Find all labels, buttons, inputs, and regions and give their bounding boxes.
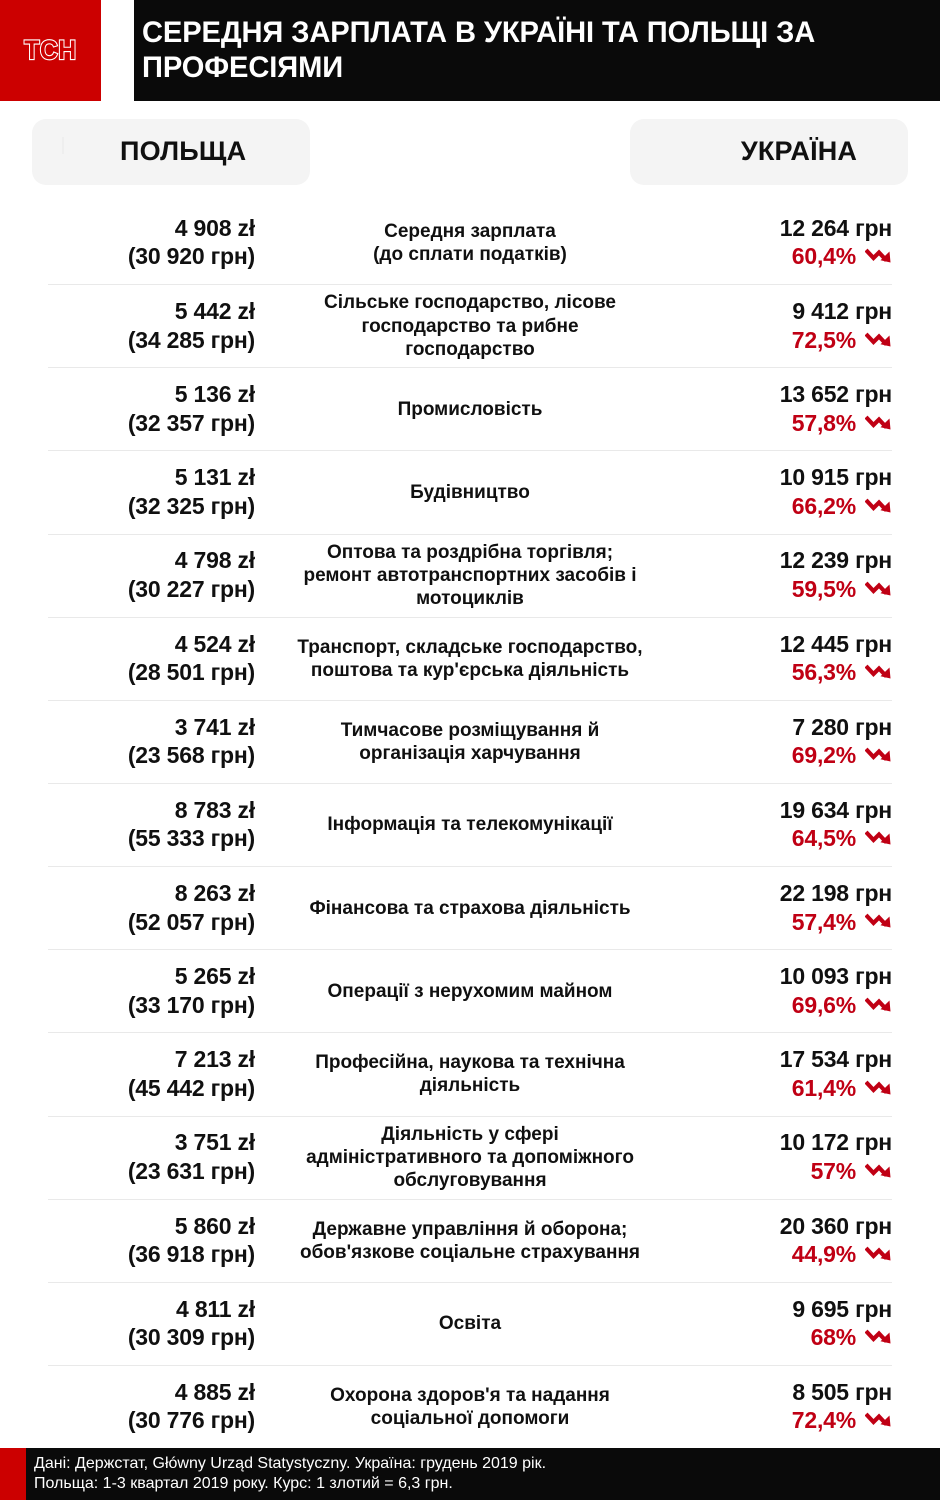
table-row: [48, 949, 892, 1032]
category-label: Будівництво: [410, 481, 530, 503]
ukraine-salary-uah: 13 652 грн: [779, 381, 892, 408]
ukraine-salary-cell: [677, 963, 892, 1019]
title-gap-spacer: [101, 0, 134, 101]
poland-salary-pln: 5 860 zł: [174, 1212, 255, 1239]
category-label: Освіта: [438, 1313, 502, 1335]
title-bar: [134, 0, 940, 101]
ukraine-salary-uah: 12 264 грн: [779, 214, 892, 241]
trend-down-arrow-icon: [865, 247, 892, 266]
table-row: [48, 367, 892, 450]
poland-salary-cell: [48, 714, 263, 770]
category-cell: [263, 1312, 677, 1335]
trend-down-arrow-icon: [865, 414, 892, 433]
poland-salary-pln: 4 811 zł: [176, 1295, 255, 1322]
trend-down-arrow-icon: [865, 746, 892, 765]
poland-salary-uah: (30 920 грн): [127, 243, 255, 270]
category-cell: [263, 719, 677, 765]
poland-salary-uah: (32 325 грн): [127, 492, 255, 519]
poland-salary-uah: (30 227 грн): [127, 576, 255, 603]
country-pill-ukraine: [630, 119, 908, 185]
ukraine-salary-cell: [677, 1046, 892, 1102]
ukraine-salary-cell: [677, 1296, 892, 1352]
category-label: Сільське господарство, лісове: [324, 292, 616, 314]
category-cell: [263, 980, 677, 1003]
gap-percent-value: 72,5%: [791, 326, 856, 353]
ukraine-salary-uah: 9 695 грн: [792, 1295, 892, 1322]
ukraine-salary-uah: 12 239 грн: [779, 547, 892, 574]
trend-down-arrow-icon: [865, 829, 892, 848]
gap-percent-line: [685, 409, 892, 438]
category-cell: [263, 220, 677, 266]
footer-accent-strip: [0, 1448, 26, 1500]
ukraine-salary-uah: 22 198 грн: [779, 880, 892, 907]
gap-percent-line: [685, 242, 892, 271]
footer-line-2: Польща: 1-3 квартал 2019 року. Курс: 1 злотий = 6,3 грн.: [34, 1475, 453, 1492]
poland-salary-cell: [48, 381, 263, 437]
category-label: Професійна, наукова та технічна: [315, 1052, 625, 1074]
ukraine-salary-cell: [677, 298, 892, 354]
top-bar: [0, 0, 940, 101]
poland-salary-uah: (23 568 грн): [127, 742, 255, 769]
table-row: [48, 866, 892, 949]
table-row: [48, 1365, 892, 1448]
category-label: Середня зарплата: [384, 220, 556, 242]
poland-salary-cell: [48, 1046, 263, 1102]
trend-down-arrow-icon: [865, 1079, 892, 1098]
poland-salary-cell: [48, 880, 263, 936]
ukraine-salary-cell: [677, 714, 892, 770]
trend-down-arrow-icon: [865, 1411, 892, 1430]
trend-down-arrow-icon: [865, 912, 892, 931]
table-row: [48, 534, 892, 617]
ukraine-salary-cell: [677, 215, 892, 271]
gap-percent-value: 64,5%: [791, 825, 856, 852]
poland-salary-uah: (30 776 грн): [127, 1407, 255, 1434]
ukraine-salary-uah: 7 280 грн: [792, 713, 892, 740]
gap-percent-line: [685, 991, 892, 1020]
table-row: [48, 202, 892, 284]
category-label: Державне управління й оборона;: [312, 1218, 628, 1240]
ukraine-salary-cell: [677, 631, 892, 687]
poland-salary-uah: (36 918 грн): [127, 1241, 255, 1268]
poland-salary-cell: [48, 215, 263, 271]
table-row: [48, 450, 892, 533]
gap-percent-line: [685, 1157, 892, 1186]
category-label: Операції з нерухомим майном: [327, 980, 613, 1002]
poland-salary-uah: (32 357 грн): [127, 409, 255, 436]
trend-down-arrow-icon: [865, 996, 892, 1015]
category-cell: [263, 291, 677, 361]
category-label: (до сплати податків): [373, 244, 567, 266]
category-label: організація харчування: [359, 742, 581, 764]
poland-salary-pln: 4 885 zł: [174, 1378, 255, 1405]
gap-percent-value: 68%: [810, 1324, 856, 1351]
table-row: [48, 1199, 892, 1282]
category-label: соціальної допомоги: [370, 1408, 570, 1430]
poland-salary-cell: [48, 1379, 263, 1435]
category-label: Оптова та роздрібна торгівля;: [326, 541, 614, 563]
poland-salary-cell: [48, 1129, 263, 1185]
table-row: [48, 700, 892, 783]
ukraine-salary-uah: 12 445 грн: [779, 630, 892, 657]
table-row: [48, 1032, 892, 1115]
category-label: Охорона здоров'я та надання: [330, 1384, 610, 1406]
poland-salary-cell: [48, 298, 263, 354]
category-label: Фінансова та страхова діяльність: [309, 897, 631, 919]
trend-down-arrow-icon: [865, 1245, 892, 1264]
trend-down-arrow-icon: [865, 331, 892, 350]
ukraine-salary-cell: [677, 381, 892, 437]
gap-percent-line: [685, 658, 892, 687]
gap-percent-line: [685, 741, 892, 770]
category-cell: [263, 1218, 677, 1264]
ukraine-salary-uah: 9 412 грн: [792, 298, 892, 325]
footer-source-note: [26, 1454, 546, 1495]
trend-down-arrow-icon: [865, 497, 892, 516]
category-cell: [263, 897, 677, 920]
ukraine-salary-cell: [677, 1379, 892, 1435]
category-cell: [263, 398, 677, 421]
country-header-row: [0, 101, 940, 202]
category-label: адміністративного та допоміжного: [306, 1147, 634, 1169]
category-cell: [263, 481, 677, 504]
ukraine-flag-icon: [681, 137, 723, 167]
footer-line-1: Дані: Держстат, Główny Urząd Statystyczny. Україна: грудень 2019 рік.: [34, 1454, 547, 1472]
gap-percent-value: 72,4%: [791, 1407, 856, 1434]
category-label: діяльність: [419, 1075, 521, 1097]
poland-salary-uah: (45 442 грн): [127, 1074, 255, 1101]
category-label: поштова та кур'єрська діяльність: [310, 659, 630, 681]
table-row: [48, 1116, 892, 1199]
salary-comparison-table: [0, 202, 940, 1448]
gap-percent-line: [685, 1406, 892, 1435]
gap-percent-value: 57,8%: [791, 409, 856, 436]
gap-percent-value: 59,5%: [791, 576, 856, 603]
category-cell: [263, 1051, 677, 1097]
trend-down-arrow-icon: [865, 663, 892, 682]
poland-salary-uah: (28 501 грн): [127, 659, 255, 686]
poland-salary-cell: [48, 1296, 263, 1352]
ukraine-salary-cell: [677, 1213, 892, 1269]
poland-salary-uah: (52 057 грн): [127, 908, 255, 935]
table-row: [48, 617, 892, 700]
ukraine-salary-uah: 19 634 грн: [779, 796, 892, 823]
poland-salary-pln: 5 442 zł: [174, 298, 255, 325]
category-cell: [263, 541, 677, 611]
country-label-ukraine: УКРАЇНА: [740, 136, 858, 166]
category-label: господарство та рибне: [361, 315, 579, 337]
page-title: СЕРЕДНЯ ЗАРПЛАТА В УКРАЇНІ ТА ПОЛЬЩІ ЗА ПРОФЕСІЯМИ: [142, 15, 816, 84]
category-label: обов'язкове соціальне страхування: [299, 1241, 641, 1263]
poland-salary-pln: 5 136 zł: [174, 381, 255, 408]
tsn-logo-text: ТСН: [24, 35, 77, 65]
tsn-logo[interactable]: [0, 0, 101, 101]
country-label-poland: ПОЛЬЩА: [120, 136, 247, 166]
poland-salary-uah: (33 170 грн): [127, 991, 255, 1018]
gap-percent-line: [685, 326, 892, 355]
category-cell: [263, 1384, 677, 1430]
ukraine-salary-uah: 10 093 грн: [779, 963, 892, 990]
gap-percent-value: 61,4%: [791, 1074, 856, 1101]
gap-percent-value: 66,2%: [791, 492, 856, 519]
poland-salary-cell: [48, 963, 263, 1019]
table-row: [48, 783, 892, 866]
ukraine-salary-uah: 20 360 грн: [779, 1212, 892, 1239]
poland-salary-cell: [48, 464, 263, 520]
poland-salary-pln: 7 213 zł: [174, 1046, 255, 1073]
poland-salary-pln: 4 798 zł: [174, 547, 255, 574]
category-cell: [263, 813, 677, 836]
category-label: Тимчасове розміщування й: [340, 719, 600, 741]
gap-percent-line: [685, 1240, 892, 1269]
ukraine-salary-uah: 8 505 грн: [792, 1378, 892, 1405]
category-label: господарство: [405, 338, 535, 360]
ukraine-salary-cell: [677, 547, 892, 603]
poland-salary-pln: 5 131 zł: [174, 464, 255, 491]
footer-bar: [0, 1448, 940, 1500]
category-cell: [263, 1123, 677, 1193]
poland-salary-pln: 4 524 zł: [174, 630, 255, 657]
gap-percent-value: 44,9%: [791, 1241, 856, 1268]
category-label: Транспорт, складське господарство,: [297, 636, 643, 658]
gap-percent-value: 56,3%: [791, 659, 856, 686]
poland-salary-cell: [48, 797, 263, 853]
poland-salary-uah: (55 333 грн): [127, 825, 255, 852]
poland-salary-uah: (23 631 грн): [127, 1158, 255, 1185]
gap-percent-value: 57,4%: [791, 908, 856, 935]
poland-salary-pln: 8 263 zł: [174, 880, 255, 907]
gap-percent-value: 60,4%: [791, 243, 856, 270]
gap-percent-line: [685, 1323, 892, 1352]
poland-salary-pln: 3 751 zł: [174, 1129, 255, 1156]
gap-percent-value: 57%: [810, 1158, 856, 1185]
ukraine-salary-cell: [677, 464, 892, 520]
poland-salary-uah: (30 309 грн): [127, 1324, 255, 1351]
trend-down-arrow-icon: [865, 580, 892, 599]
ukraine-salary-cell: [677, 797, 892, 853]
poland-salary-pln: 3 741 zł: [174, 713, 255, 740]
gap-percent-line: [685, 824, 892, 853]
trend-down-arrow-icon: [865, 1328, 892, 1347]
category-label: ремонт автотранспортних засобів і: [303, 565, 637, 587]
category-label: Промисловість: [397, 398, 543, 420]
category-label: мотоциклів: [416, 588, 524, 610]
poland-salary-pln: 5 265 zł: [174, 963, 255, 990]
ukraine-salary-uah: 10 915 грн: [779, 464, 892, 491]
poland-salary-uah: (34 285 грн): [127, 326, 255, 353]
poland-flag-icon: [62, 137, 104, 167]
gap-percent-line: [685, 492, 892, 521]
gap-percent-value: 69,2%: [791, 742, 856, 769]
poland-salary-cell: [48, 631, 263, 687]
gap-percent-line: [685, 908, 892, 937]
poland-salary-cell: [48, 547, 263, 603]
ukraine-salary-uah: 10 172 грн: [779, 1129, 892, 1156]
category-label: Діяльність у сфері: [381, 1123, 559, 1145]
gap-percent-line: [685, 1074, 892, 1103]
poland-salary-cell: [48, 1213, 263, 1269]
category-label: обслуговування: [393, 1170, 547, 1192]
category-label: Інформація та телекомунікації: [327, 814, 613, 836]
country-pill-poland: [32, 119, 310, 185]
gap-percent-line: [685, 575, 892, 604]
category-cell: [263, 636, 677, 682]
ukraine-salary-cell: [677, 1129, 892, 1185]
trend-down-arrow-icon: [865, 1162, 892, 1181]
table-row: [48, 1282, 892, 1365]
gap-percent-value: 69,6%: [791, 991, 856, 1018]
poland-salary-pln: 4 908 zł: [174, 214, 255, 241]
poland-salary-pln: 8 783 zł: [174, 796, 255, 823]
table-row: [48, 284, 892, 367]
ukraine-salary-cell: [677, 880, 892, 936]
ukraine-salary-uah: 17 534 грн: [779, 1046, 892, 1073]
